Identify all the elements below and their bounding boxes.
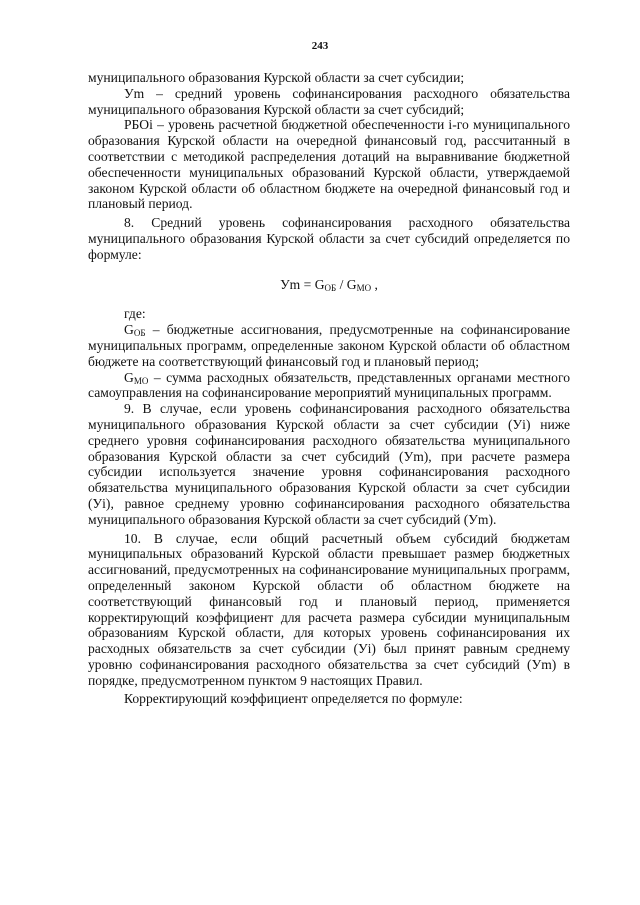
paragraph-section-8: 8. Средний уровень софинансирования расходного обязательства муниципального образования Курской области за счет субсидий определяется по формуле: bbox=[88, 215, 570, 262]
paragraph-ym-definition: Уm – средний уровень софинансирования расходного обязательства муниципального образования Курской области за счет субсидий; bbox=[88, 85, 570, 117]
formula-lhs: Уm = G bbox=[280, 276, 325, 292]
paragraph-gob-definition bbox=[88, 322, 570, 369]
formula-mid: / G bbox=[336, 276, 357, 292]
paragraph-continuation: муниципального образования Курской области за счет субсидии; bbox=[88, 70, 465, 85]
gob-subscript: ОБ bbox=[133, 328, 146, 339]
paragraph-section-10: 10. В случае, если общий расчетный объем субсидий бюджетам муниципальных образований Курской области превышает размер бюджетных ассигнований, предусмотренных на софинансирование муниципальных программ, определенный законом Курской области об областном бюджете на соответствующий финансовый год и плановый период, применяется корректирующий коэффициент для расчета размера субсидии муниципальным образованиям Курской области, для которых уровень софинансирования их расходных обязательств за счет субсидии (Уi) был принят равным среднему уровню софинансирования расходного обязательства за счет субсидий (Уm) в порядке, предусмотренном пунктом 9 настоящих Правил. bbox=[88, 530, 570, 688]
paragraph-gmo-definition bbox=[88, 370, 570, 402]
gob-text: – бюджетные ассигнования, предусмотренные на софинансирование муниципальных программ, определенные законом Курской области об областном бюджете на соответствующий финансовый год и плановый период; bbox=[88, 322, 570, 369]
page-number: 243 bbox=[311, 40, 329, 52]
gmo-subscript: МО bbox=[133, 375, 149, 386]
formula-sub-ob: ОБ bbox=[324, 282, 337, 293]
formula-sub-mo: МО bbox=[356, 282, 372, 293]
gob-symbol: G bbox=[124, 322, 134, 338]
gmo-text: – сумма расходных обязательств, представленных органами местного самоуправления на софинансирование мероприятий муниципальных программ. bbox=[88, 369, 570, 401]
paragraph-section-9: 9. В случае, если уровень софинансирования расходного обязательства муниципального образования Курской области за счет субсидии (Уi) ниже среднего уровня софинансирования расходного обязательства муниципального образования Курской области за счет субсидий (Уm), при расчете размера субсидии используется значение уровня софинансирования расходного обязательства муниципального образования Курской области за счет субсидии (Уi), равное среднему уровню софинансирования расходного обязательства муниципального образования Курской области за счет субсидий (Уm). bbox=[88, 401, 570, 527]
paragraph-rboi-definition: РБОi – уровень расчетной бюджетной обеспеченности i-го муниципального образования Курской области на очередной финансовый год, рассчитанный в соответствии с методикой распределения дотаций на выравнивание бюджетной обеспеченности муниципальных образований Курской области, утверждаемой законом Курской области об областном бюджете на очередной финансовый год и плановый период. bbox=[88, 117, 570, 212]
gmo-symbol: G bbox=[124, 369, 134, 385]
paragraph-coefficient-intro: Корректирующий коэффициент определяется по формуле: bbox=[124, 691, 463, 707]
where-label: где: bbox=[124, 306, 146, 322]
formula-ym bbox=[88, 277, 570, 293]
formula-end: , bbox=[371, 276, 378, 292]
document-body bbox=[88, 70, 570, 707]
